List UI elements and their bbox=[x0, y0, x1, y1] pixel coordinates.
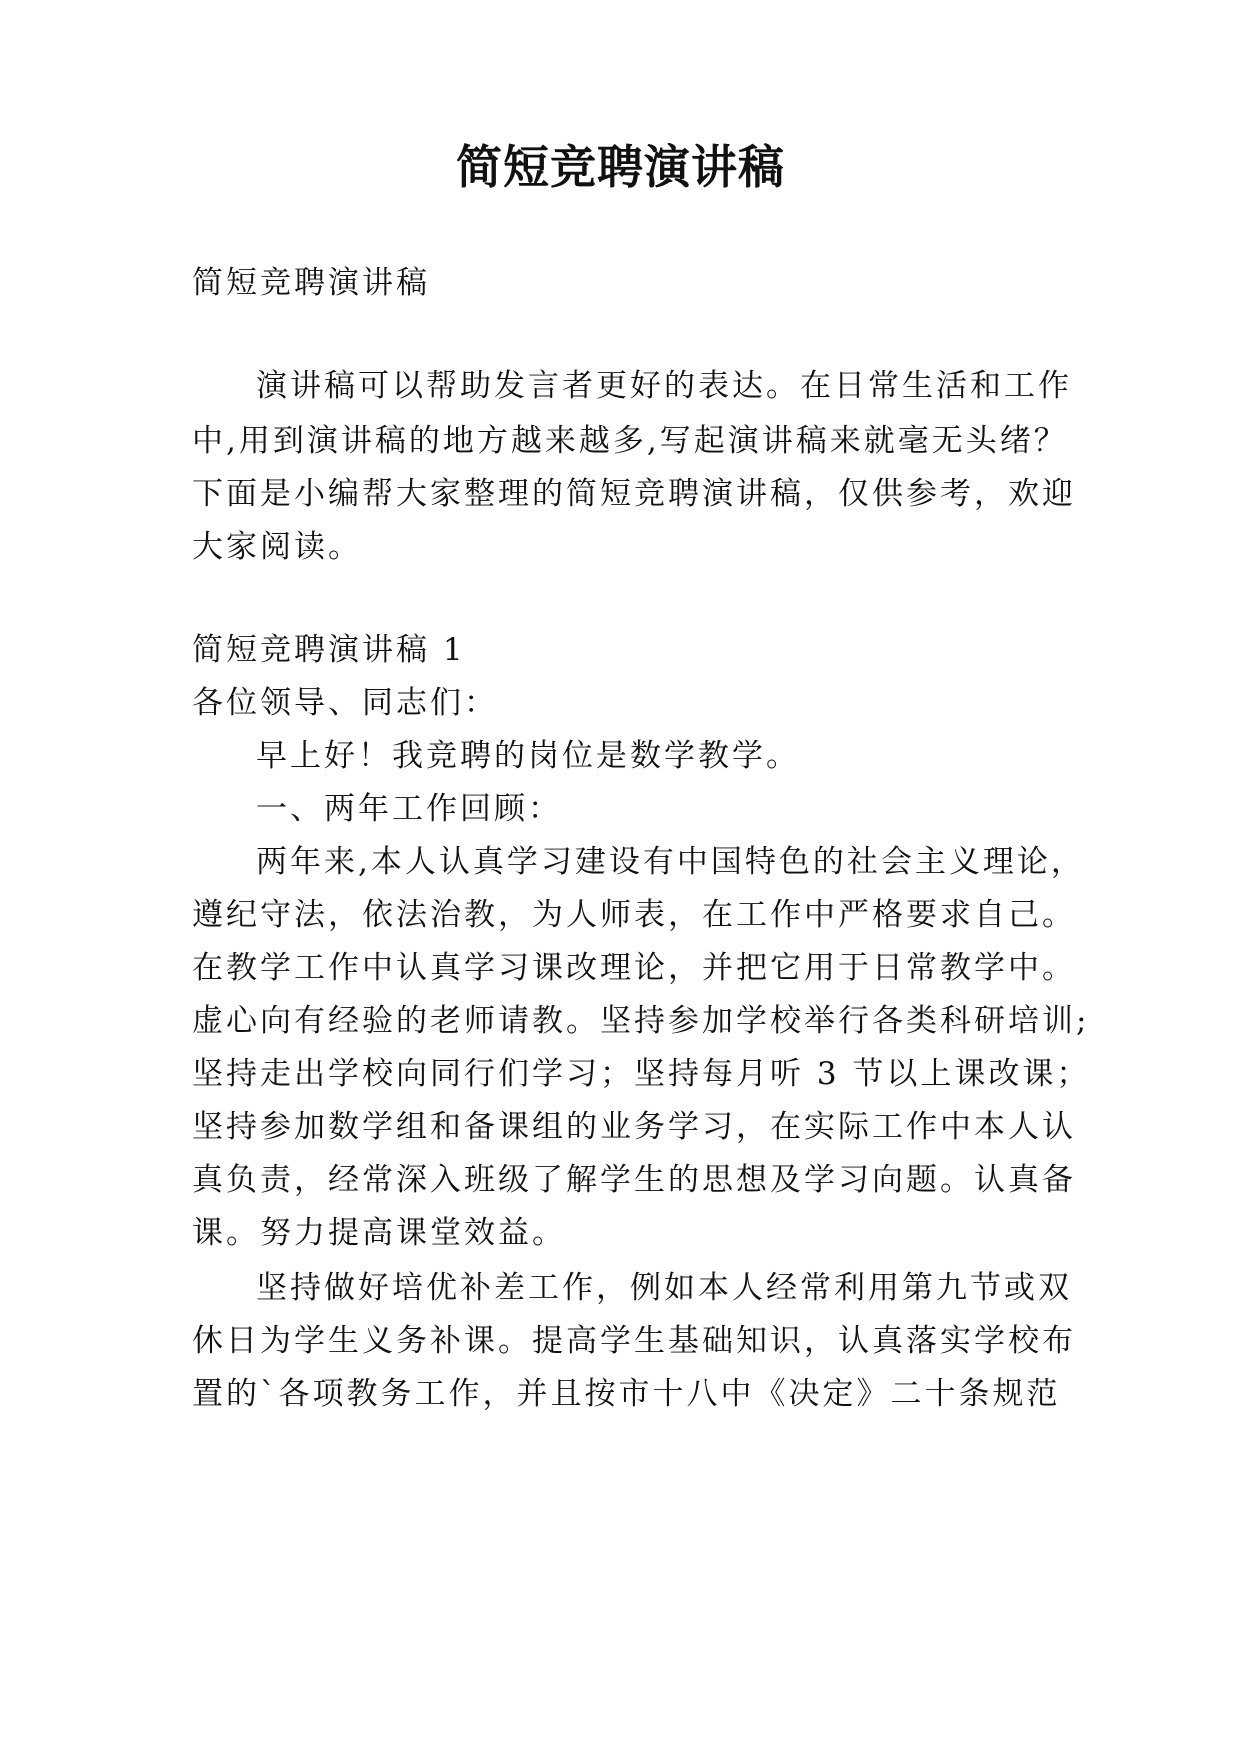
paragraph-line: 真负责，经常深入班级了解学生的思想及学习向题。认真备 bbox=[192, 1162, 1076, 1198]
paragraph-line: 在教学工作中认真学习课改理论，并把它用于日常教学中。 bbox=[192, 950, 1076, 986]
paragraph-line: 课。努力提高课堂效益。 bbox=[192, 1215, 566, 1251]
intro-line: 下面是小编帮大家整理的简短竞聘演讲稿，仅供参考，欢迎 bbox=[192, 476, 1076, 512]
paragraph-line: 休日为学生义务补课。提高学生基础知识，认真落实学校布 bbox=[192, 1323, 1076, 1359]
paragraph-line: 置的`各项教务工作，并且按市十八中《决定》二十条规范 bbox=[192, 1376, 1061, 1412]
intro-line: 大家阅读。 bbox=[192, 529, 362, 565]
document-subtitle: 简短竞聘演讲稿 bbox=[192, 265, 430, 301]
paragraph-line: 坚持做好培优补差工作，例如本人经常利用第九节或双 bbox=[256, 1270, 1072, 1306]
paragraph-line: 遵纪守法，依法治教，为人师表，在工作中严格要求自己。 bbox=[192, 897, 1076, 933]
greeting: 早上好！我竞聘的岗位是数学教学。 bbox=[256, 738, 800, 774]
paragraph-line: 坚持参加数学组和备课组的业务学习，在实际工作中本人认 bbox=[192, 1109, 1076, 1145]
paragraph-line: 虚心向有经验的老师请教。坚持参加学校举行各类科研培训; bbox=[192, 1003, 1090, 1039]
intro-line: 演讲稿可以帮助发言者更好的表达。在日常生活和工作 bbox=[256, 368, 1072, 404]
paragraph-line: 坚持走出学校向同行们学习；坚持每月听 3 节以上课改课； bbox=[192, 1056, 1091, 1092]
salutation: 各位领导、同志们： bbox=[192, 685, 498, 721]
part-heading: 一、两年工作回顾： bbox=[256, 791, 562, 827]
paragraph-line: 两年来,本人认真学习建设有中国特色的社会主义理论， bbox=[256, 844, 1085, 880]
section-heading: 简短竞聘演讲稿 1 bbox=[192, 632, 466, 668]
intro-line: 中,用到演讲稿的地方越来越多,写起演讲稿来就毫无头绪？ bbox=[192, 423, 1068, 459]
document-title: 简短竞聘演讲稿 bbox=[456, 140, 785, 194]
